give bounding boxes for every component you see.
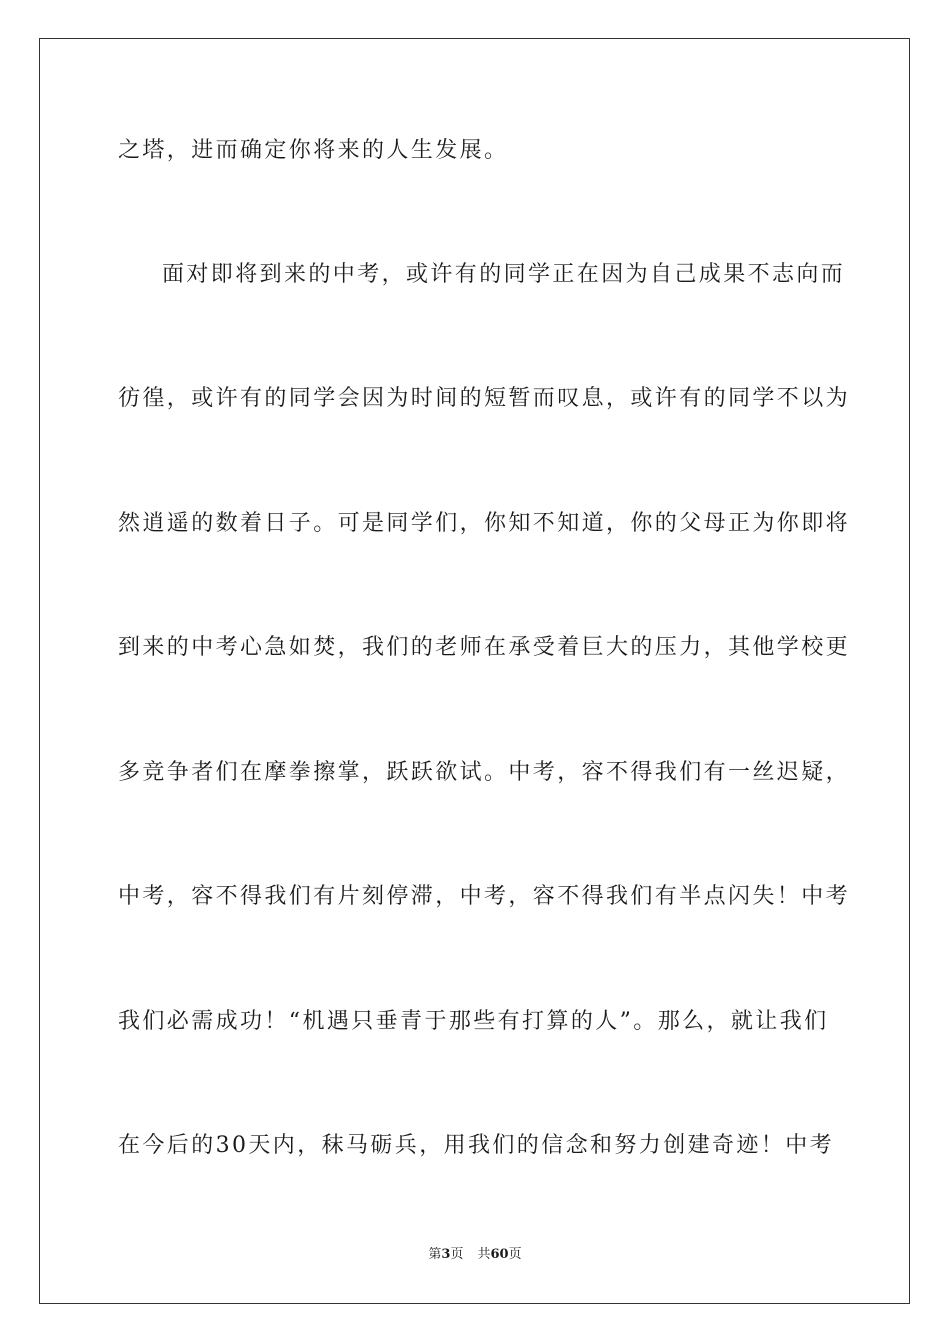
text-line-1: 之塔，进而确定你将来的人生发展。	[118, 138, 509, 163]
page-border	[39, 38, 910, 1304]
text-line-5: 到来的中考心急如焚，我们的老师在承受着巨大的压力，其他学校更	[118, 635, 851, 660]
text-line-8: 我们必需成功！“机遇只垂青于那些有打算的人”。那么，就让我们	[118, 1009, 829, 1034]
text-line-2: 面对即将到来的中考，或许有的同学正在因为自己成果不志向而	[162, 262, 846, 287]
text-line-3: 彷徨，或许有的同学会因为时间的短暂而叹息，或许有的同学不以为	[118, 386, 851, 411]
page-suffix: 页	[450, 1247, 464, 1262]
page-footer	[0, 1246, 950, 1264]
text-line-4: 然逍遥的数着日子。可是同学们，你知不知道，你的父母正为你即将	[118, 511, 851, 536]
total-suffix: 页	[508, 1247, 522, 1262]
text-line-9: 在今后的30天内，秣马砺兵，用我们的信念和努力创建奇迹！中考	[118, 1133, 834, 1158]
page-number: 3	[441, 1247, 451, 1262]
page-prefix: 第	[428, 1247, 442, 1262]
text-line-6: 多竞争者们在摩拳擦掌，跃跃欲试。中考，容不得我们有一丝迟疑，	[118, 760, 851, 785]
total-pages: 60	[490, 1247, 509, 1262]
text-line-7: 中考，容不得我们有片刻停滞，中考，容不得我们有半点闪失！中考	[118, 884, 851, 909]
total-prefix: 共	[477, 1247, 491, 1262]
